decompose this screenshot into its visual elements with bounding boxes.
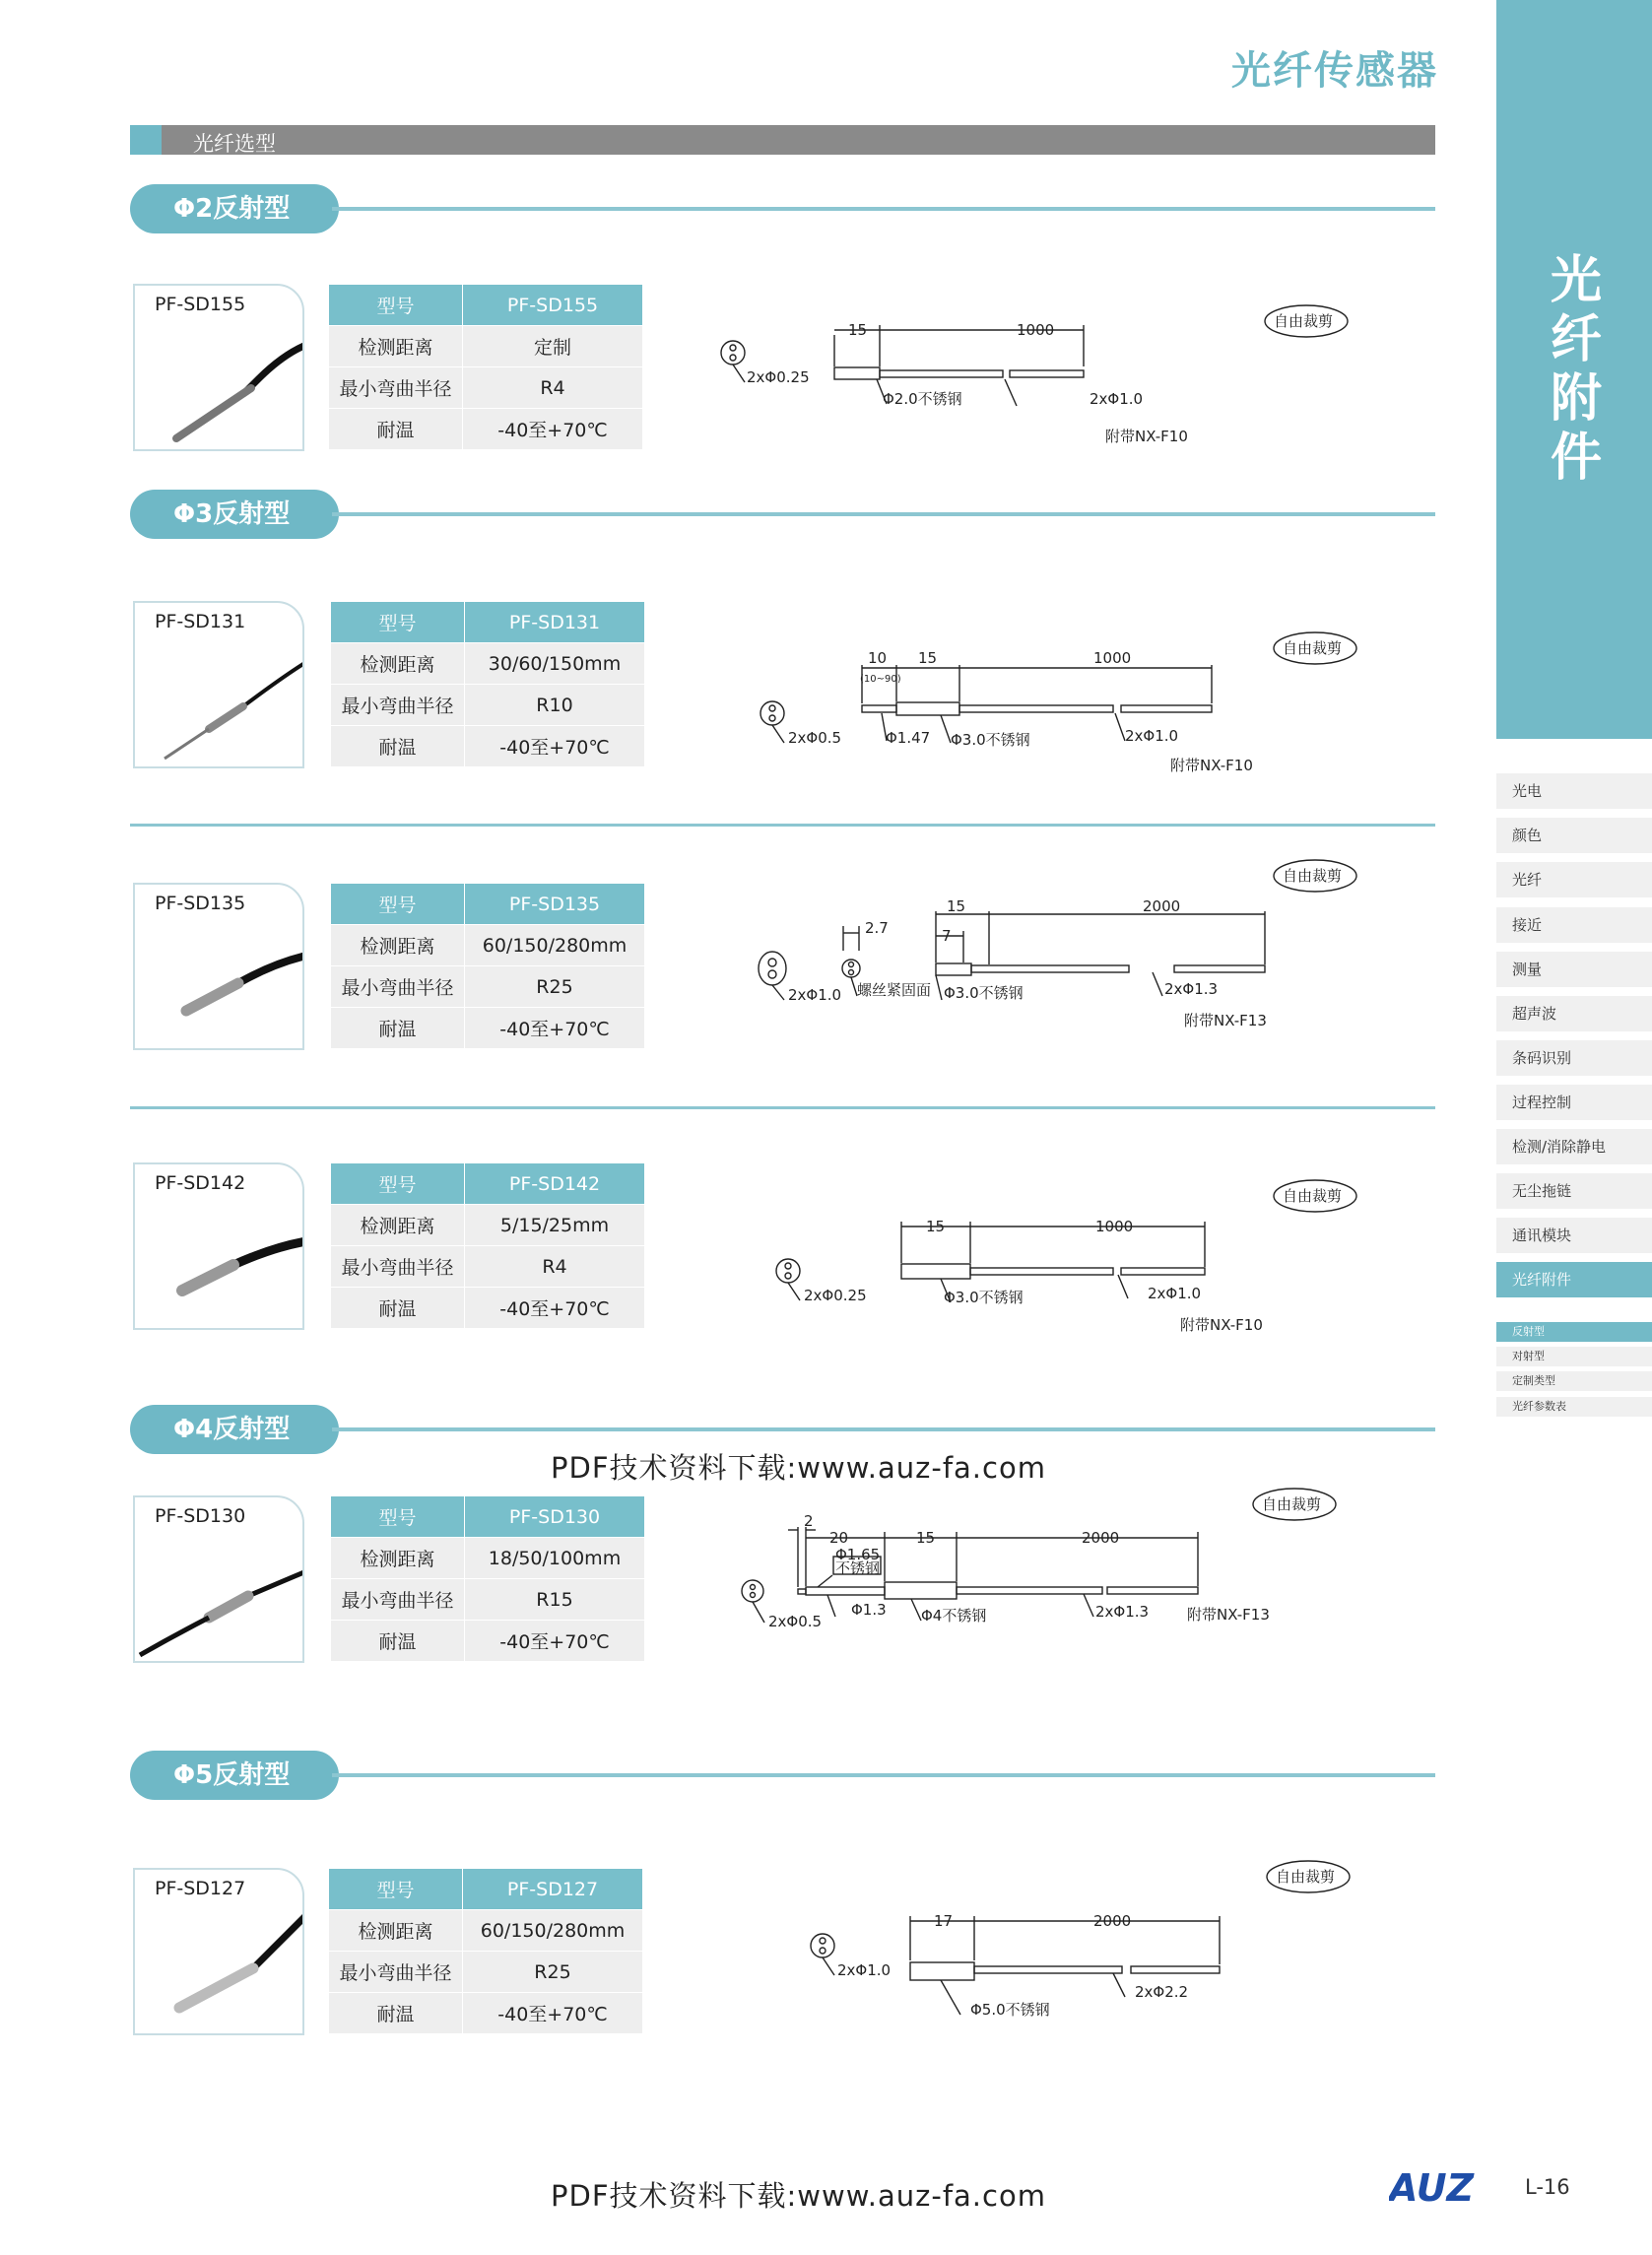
spec-value-model: PF-SD135 [465, 884, 645, 925]
fiber-sensor-image [135, 1164, 304, 1330]
core-label: 2xΦ0.25 [804, 1287, 867, 1304]
spec-label-temp: 耐温 [331, 726, 465, 767]
spec-value-distance: 30/60/150mm [465, 643, 645, 685]
mat-a: 不锈钢 [835, 1559, 881, 1577]
section-bar [130, 125, 1435, 155]
spec-label-model: 型号 [331, 884, 465, 925]
spec-label-temp: 耐温 [329, 409, 463, 450]
spec-value-distance: 18/50/100mm [465, 1538, 645, 1579]
dimension-drawing [709, 296, 1359, 453]
group-label: Φ3反射型 [130, 490, 339, 539]
spec-value-model: PF-SD131 [465, 602, 645, 643]
dim-cable: 2000 [1143, 897, 1181, 915]
group-line [332, 1427, 1435, 1431]
adapter-label: 附带NX-F10 [1170, 757, 1253, 774]
spec-label-model: 型号 [329, 285, 463, 326]
spec-table [328, 1868, 643, 2034]
adapter-label: 附带NX-F10 [1180, 1316, 1263, 1334]
fiber-sensor-image [135, 885, 304, 1050]
spec-label-radius: 最小弯曲半径 [331, 1579, 465, 1621]
dim-head: 15 [926, 1218, 946, 1235]
group-line [332, 1773, 1435, 1777]
adapter-label: 附带NX-F10 [1105, 428, 1188, 445]
spec-value-model: PF-SD155 [463, 285, 643, 326]
sidebar-subitem-custom[interactable]: 定制类型 [1496, 1371, 1652, 1391]
dim-head: 15 [918, 649, 938, 667]
fiber-label: 2xΦ1.3 [1164, 980, 1219, 998]
spec-value-radius: R10 [465, 685, 645, 726]
group-line [332, 207, 1435, 211]
sidebar-item-ultrasonic[interactable]: 超声波 [1496, 996, 1652, 1031]
core-label: 2xΦ0.5 [788, 729, 842, 747]
sidebar-title [1547, 251, 1606, 488]
sidebar-item-process-control[interactable]: 过程控制 [1496, 1085, 1652, 1120]
group-header-phi3 [130, 490, 1435, 539]
product-photo [133, 1868, 304, 2035]
product-photo-model: PF-SD155 [155, 294, 246, 315]
dim-tip: 2 [804, 1512, 814, 1530]
spec-label-temp: 耐温 [331, 1621, 465, 1662]
dim-inner: 7 [942, 927, 952, 945]
spec-table [330, 601, 645, 767]
dim-small: 2.7 [865, 919, 889, 937]
free-cut-label: 自由裁剪 [1262, 1495, 1322, 1513]
spec-table [330, 1162, 645, 1329]
dimension-drawing [749, 852, 1379, 1034]
spec-label-distance: 检测距离 [331, 643, 465, 685]
spec-label-radius: 最小弯曲半径 [331, 1246, 465, 1288]
nut-label: 螺丝紧固面 [857, 981, 932, 999]
spec-value-temp: -40至+70℃ [465, 1288, 645, 1329]
fiber-label: 2xΦ1.0 [1090, 390, 1144, 408]
dim-cable: 1000 [1093, 649, 1132, 667]
sidebar-title-char: 纤 [1550, 310, 1602, 369]
sidebar-title-char: 附 [1550, 369, 1602, 429]
dim-cable: 2000 [1082, 1529, 1120, 1547]
sleeve-label: Φ4不锈钢 [921, 1607, 987, 1625]
spec-value-temp: -40至+70℃ [465, 726, 645, 767]
spec-table [330, 883, 645, 1049]
sleeve-label: Φ2.0不锈钢 [883, 390, 962, 408]
dim-cable: 1000 [1017, 321, 1055, 339]
product-photo-model: PF-SD130 [155, 1505, 246, 1527]
spec-value-radius: R15 [465, 1579, 645, 1621]
spec-table [330, 1495, 645, 1662]
page-number: L-16 [1525, 2175, 1570, 2199]
divider [130, 824, 1435, 827]
dim-head: 15 [916, 1529, 936, 1547]
divider [130, 1106, 1435, 1109]
spec-table [328, 284, 643, 450]
spec-label-radius: 最小弯曲半径 [331, 966, 465, 1008]
spec-label-radius: 最小弯曲半径 [329, 1952, 463, 1993]
dim-cable: 2000 [1093, 1912, 1132, 1930]
spec-value-model: PF-SD127 [463, 1869, 643, 1910]
spec-value-distance: 60/150/280mm [463, 1910, 643, 1952]
spec-label-radius: 最小弯曲半径 [331, 685, 465, 726]
spec-value-temp: -40至+70℃ [463, 1993, 643, 2034]
dia-a: Φ1.65 [835, 1546, 881, 1563]
sidebar-item-static[interactable]: 检测/消除静电 [1496, 1129, 1652, 1164]
sidebar-title-char: 光 [1550, 251, 1602, 310]
dim-a: 20 [829, 1529, 849, 1547]
spec-value-model: PF-SD130 [465, 1496, 645, 1538]
dim-head: 15 [947, 897, 966, 915]
fiber-sensor-image [135, 1497, 304, 1663]
sidebar-item-photoelectric[interactable]: 光电 [1496, 773, 1652, 809]
free-cut-label: 自由裁剪 [1274, 312, 1334, 330]
spec-label-radius: 最小弯曲半径 [329, 367, 463, 409]
sidebar-item-proximity[interactable]: 接近 [1496, 907, 1652, 943]
fiber-label: 2xΦ2.2 [1135, 1983, 1189, 2001]
spec-label-distance: 检测距离 [329, 326, 463, 367]
free-cut-label: 自由裁剪 [1283, 639, 1343, 657]
product-photo-model: PF-SD127 [155, 1878, 246, 1899]
tip-label: Φ1.3 [851, 1601, 887, 1619]
sidebar-item-measurement[interactable]: 测量 [1496, 952, 1652, 987]
sleeve-label: Φ5.0不锈钢 [970, 2001, 1050, 2019]
sidebar-subitem-fiber-params[interactable]: 光纤参数表 [1496, 1397, 1652, 1417]
spec-label-distance: 检测距离 [329, 1910, 463, 1952]
spec-value-temp: -40至+70℃ [465, 1621, 645, 1662]
product-photo-model: PF-SD131 [155, 611, 246, 632]
spec-label-distance: 检测距离 [331, 1205, 465, 1246]
free-cut-label: 自由裁剪 [1276, 1868, 1336, 1886]
core-label: 2xΦ0.25 [747, 368, 810, 386]
fiber-sensor-image [135, 286, 304, 451]
group-line [332, 512, 1435, 516]
group-label: Φ4反射型 [130, 1405, 339, 1454]
spec-label-distance: 检测距离 [331, 1538, 465, 1579]
sidebar-subitem-reflective[interactable]: 反射型 [1496, 1322, 1652, 1342]
adapter-label: 附带NX-F13 [1187, 1606, 1270, 1624]
spec-value-radius: R25 [465, 966, 645, 1008]
dim-head: 15 [848, 321, 868, 339]
adapter-label: 附带NX-F13 [1184, 1012, 1267, 1029]
section-bar-accent [130, 125, 162, 155]
auz-logo [1389, 2169, 1487, 2205]
dim-cable: 1000 [1095, 1218, 1134, 1235]
section-label: 光纤选型 [193, 132, 276, 156]
sidebar-title-char: 件 [1550, 429, 1602, 488]
dim-a: 10 [868, 649, 888, 667]
sidebar-item-color[interactable]: 颜色 [1496, 818, 1652, 853]
fiber-sensor-image [135, 1870, 304, 2035]
spec-label-model: 型号 [331, 602, 465, 643]
sleeve-label: Φ3.0不锈钢 [944, 984, 1024, 1002]
spec-label-distance: 检测距离 [331, 925, 465, 966]
spec-label-model: 型号 [329, 1869, 463, 1910]
spec-value-distance: 5/15/25mm [465, 1205, 645, 1246]
spec-value-radius: R25 [463, 1952, 643, 1993]
core-label: 2xΦ1.0 [837, 1961, 892, 1979]
group-header-phi5 [130, 1751, 1435, 1800]
dimension-drawing [729, 1483, 1379, 1655]
watermark-text: PDF技术资料下载:www.auz-fa.com [551, 1451, 1046, 1485]
fiber-label: 2xΦ1.3 [1095, 1603, 1150, 1621]
spec-label-model: 型号 [331, 1496, 465, 1538]
spec-value-distance: 定制 [463, 326, 643, 367]
spec-label-temp: 耐温 [329, 1993, 463, 2034]
dimension-drawing [749, 1172, 1379, 1350]
dimension-drawing [749, 621, 1379, 788]
product-photo-model: PF-SD142 [155, 1172, 246, 1194]
product-photo-model: PF-SD135 [155, 893, 246, 914]
spec-value-temp: -40至+70℃ [465, 1008, 645, 1049]
sidebar-item-drag-chain[interactable]: 无尘拖链 [1496, 1173, 1652, 1209]
spec-label-model: 型号 [331, 1163, 465, 1205]
core-label: 2xΦ0.5 [768, 1613, 823, 1630]
core-label: 2xΦ1.0 [788, 986, 842, 1004]
group-label: Φ2反射型 [130, 184, 339, 233]
tip-label: Φ1.47 [886, 729, 931, 747]
group-label: Φ5反射型 [130, 1751, 339, 1800]
page-title: 光纤传感器 [1231, 48, 1438, 94]
spec-label-temp: 耐温 [331, 1008, 465, 1049]
product-photo [133, 1162, 304, 1330]
spec-label-temp: 耐温 [331, 1288, 465, 1329]
free-cut-label: 自由裁剪 [1283, 1187, 1343, 1205]
product-photo [133, 883, 304, 1050]
fiber-label: 2xΦ1.0 [1148, 1285, 1202, 1302]
sleeve-label: Φ3.0不锈钢 [944, 1289, 1024, 1306]
product-photo [133, 601, 304, 768]
dim-head: 17 [934, 1912, 954, 1930]
spec-value-model: PF-SD142 [465, 1163, 645, 1205]
dim-a-range: (10~90) [860, 674, 901, 685]
sidebar-subitem-through-beam[interactable]: 对射型 [1496, 1347, 1652, 1366]
sidebar-item-fiber-accessories[interactable]: 光纤附件 [1496, 1262, 1652, 1297]
sidebar-item-comm-module[interactable]: 通讯模块 [1496, 1218, 1652, 1253]
product-photo [133, 284, 304, 451]
spec-value-radius: R4 [465, 1246, 645, 1288]
watermark-text: PDF技术资料下载:www.auz-fa.com [551, 2179, 1046, 2213]
group-header-phi2 [130, 184, 1435, 233]
dimension-drawing [788, 1852, 1379, 2029]
fiber-label: 2xΦ1.0 [1125, 727, 1179, 745]
sidebar-item-fiber[interactable]: 光纤 [1496, 862, 1652, 897]
spec-value-radius: R4 [463, 367, 643, 409]
spec-value-temp: -40至+70℃ [463, 409, 643, 450]
spec-value-distance: 60/150/280mm [465, 925, 645, 966]
free-cut-label: 自由裁剪 [1283, 867, 1343, 885]
sleeve-label: Φ3.0不锈钢 [951, 731, 1030, 749]
fiber-sensor-image [135, 603, 304, 768]
svg-text:AUZ: AUZ [1389, 2169, 1475, 2205]
product-photo [133, 1495, 304, 1663]
sidebar-item-barcode[interactable]: 条码识别 [1496, 1040, 1652, 1076]
